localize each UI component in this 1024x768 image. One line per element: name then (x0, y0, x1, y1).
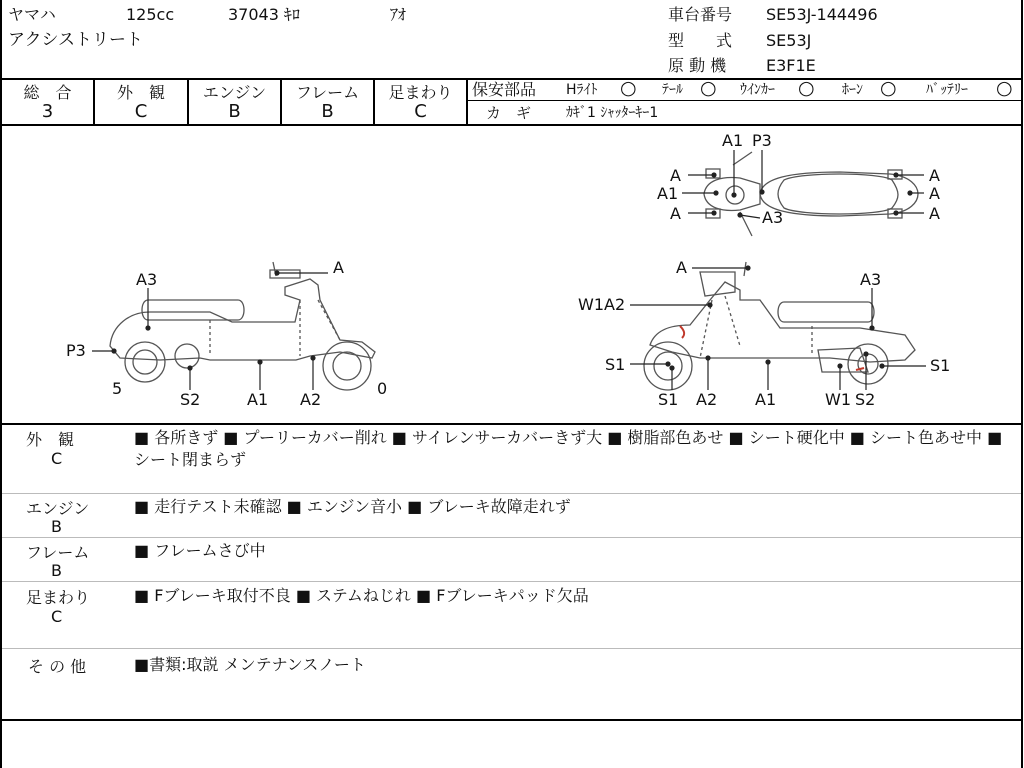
remark-text: ■ 各所きず ■ プーリーカバー削れ ■ サイレンサーカバーきず大 ■ 樹脂部色あせ ■ シート硬化中 ■ シート色あせ中 ■ シート閉まらず (134, 428, 1003, 469)
safety-item-tail: ﾃｰﾙ (662, 82, 683, 98)
divider-bottom (0, 719, 1023, 721)
grade-sep (466, 78, 468, 126)
remark-label: 外 観 (26, 430, 75, 449)
remarks-divider (2, 581, 1021, 582)
diagram-label: A (929, 184, 940, 203)
diagram-label: W1 (825, 390, 851, 409)
safety-item-winker: ｳｲﾝｶｰ (740, 82, 775, 98)
frame-no: SE53J-144496 (766, 5, 878, 24)
safety-mark: ○ (996, 77, 1013, 99)
grade-value: C (414, 101, 427, 122)
model-name: アクシストリート (8, 30, 143, 50)
diagram-label: A1 (657, 184, 679, 203)
displacement: 125cc (126, 5, 175, 24)
diagram-label: A1 (722, 131, 744, 150)
remark-label: そ の 他 (28, 657, 87, 676)
remark-text: ■ フレームさび中 (134, 541, 266, 560)
diagram-label: A3 (136, 270, 158, 289)
remarks-divider (2, 537, 1021, 538)
diagram-label: P3 (66, 341, 86, 360)
diagram-label: S1 (658, 390, 679, 409)
grade-label: 足まわり (388, 83, 453, 102)
grade-label: エンジン (202, 83, 267, 102)
diagram-label: A (670, 204, 681, 223)
diagram-label: A1 (247, 390, 269, 409)
diagram-label: 5 (112, 379, 123, 398)
diagram-label: A (670, 166, 681, 185)
diagram-label: A1 (755, 390, 777, 409)
remarks-divider (2, 493, 1021, 494)
safety-item-battery: ﾊﾞｯﾃﾘｰ (926, 82, 968, 98)
diagram-label: A (333, 258, 344, 277)
diagram-label: A3 (762, 208, 784, 227)
remark-text: ■ 走行テスト未確認 ■ エンジン音小 ■ ブレーキ故障走れず (134, 497, 571, 516)
diagram-label: A2 (300, 390, 322, 409)
divider-remarks-top (0, 423, 1023, 425)
diagram-label: S1 (605, 355, 626, 374)
safety-mark: ○ (700, 77, 717, 99)
safety-mark: ○ (880, 77, 897, 99)
safety-title: 保安部品 (472, 80, 537, 99)
safety-divider (468, 100, 1021, 101)
diagram-label: A (929, 166, 940, 185)
diagram-label: S1 (930, 356, 951, 375)
grade-value: 3 (41, 101, 54, 122)
type-label: 型 式 (668, 31, 733, 50)
maker: ヤマハ (8, 5, 56, 24)
diagram-label: 0 (377, 379, 388, 398)
remark-label: フレーム (26, 543, 90, 562)
grade-value: C (134, 101, 148, 122)
diagram-label: A (676, 258, 687, 277)
diagram-label: A3 (860, 270, 882, 289)
grade-value: B (228, 101, 241, 122)
diagram-label: S2 (180, 390, 201, 409)
key-label: カ ギ (486, 104, 532, 122)
safety-item-headlight: Hﾗｲﾄ (566, 82, 598, 98)
remark-label: 足まわり (26, 588, 91, 607)
scooter-diagram (0, 126, 1022, 424)
grade-label: フレーム (295, 83, 360, 102)
safety-mark: ○ (620, 77, 637, 99)
diagram-label: A (929, 204, 940, 223)
diagram-label: W1A2 (578, 295, 626, 314)
grade-label: 総 合 (23, 83, 72, 102)
diagram-label: S2 (855, 390, 876, 409)
diagram-label: A2 (696, 390, 718, 409)
remark-text: ■ Fブレーキ取付不良 ■ ステムねじれ ■ Fブレーキパッド欠品 (134, 586, 589, 605)
remark-grade: B (51, 561, 62, 580)
engine-label: 原 動 機 (668, 56, 727, 75)
grade-label: 外 観 (116, 83, 165, 102)
remark-grade: B (51, 517, 62, 536)
remarks-divider (2, 648, 1021, 649)
remark-text: ■書類:取説 メンテナンスノート (134, 655, 366, 674)
remark-grade: C (51, 449, 63, 468)
safety-item-horn: ﾎｰﾝ (842, 82, 863, 98)
mileage: 37043 ｷﾛ (228, 5, 300, 24)
grade-value: B (321, 101, 334, 122)
engine-value: E3F1E (766, 56, 816, 75)
frame-label: 車台番号 (668, 5, 733, 24)
remark-label: エンジン (26, 499, 90, 518)
type-value: SE53J (766, 31, 812, 50)
diagram-label: P3 (752, 131, 772, 150)
color: ｱｵ (390, 5, 407, 24)
remark-grade: C (51, 607, 63, 626)
safety-mark: ○ (798, 77, 815, 99)
key-value: ｶｷﾞ1 ｼｬｯﾀｰｷｰ1 (566, 105, 659, 121)
